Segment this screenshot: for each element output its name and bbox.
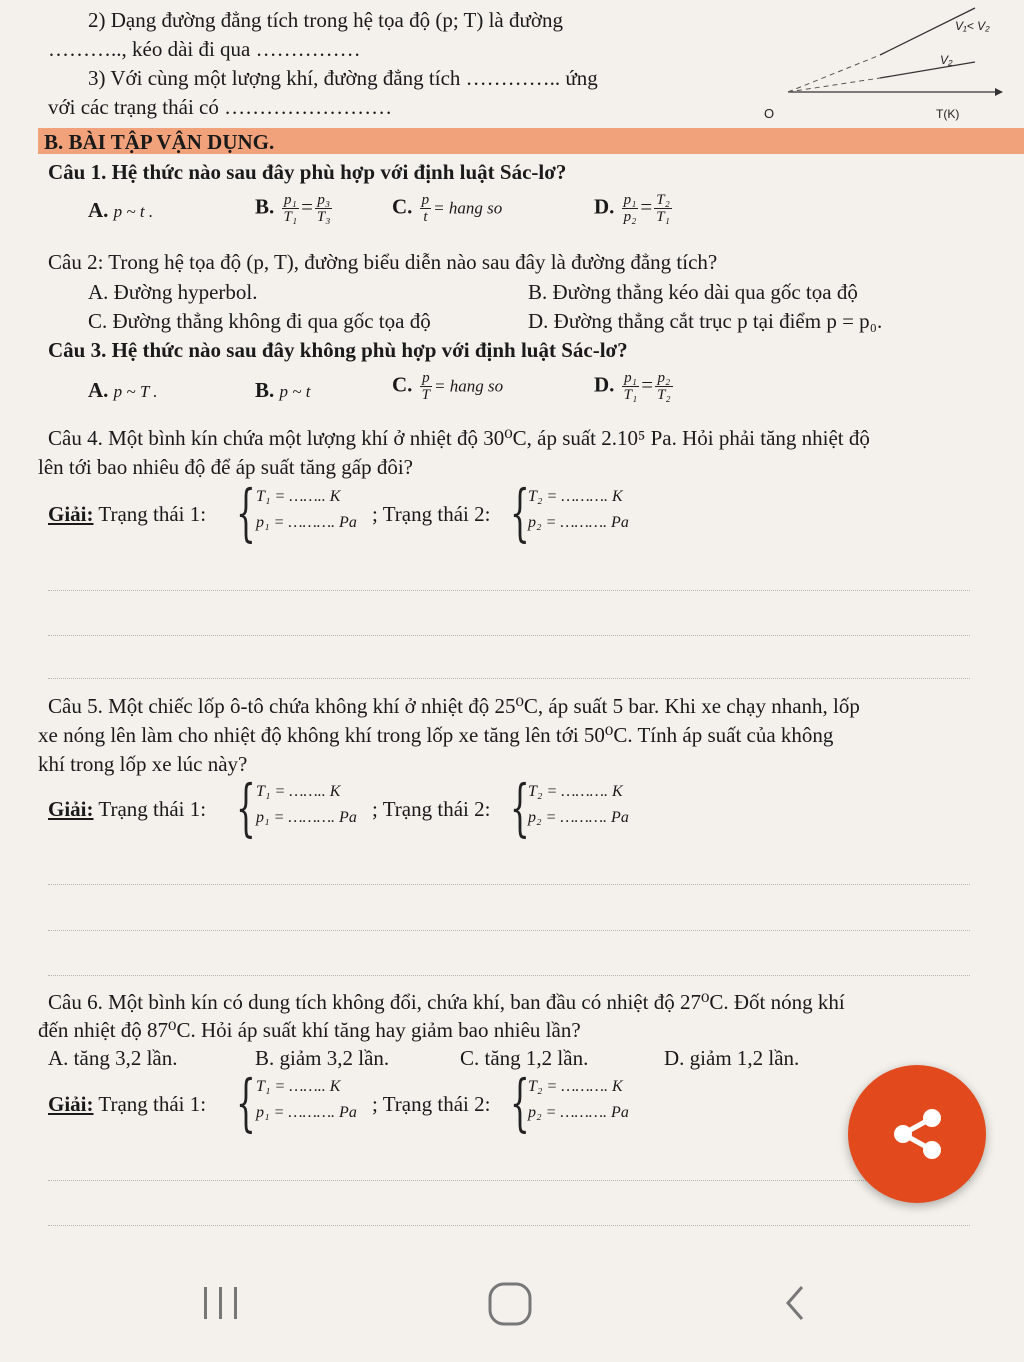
q5-state1-brace: { xyxy=(236,771,256,844)
graph-xaxis-label: T(K) xyxy=(936,107,960,121)
graph-origin: O xyxy=(764,106,775,121)
q6-option-c: C. tăng 1,2 lần. xyxy=(460,1046,589,1070)
q4-state1-brace: { xyxy=(236,476,256,549)
answer-line xyxy=(48,635,970,636)
q4-state2-label: ; Trạng thái 2: xyxy=(372,502,491,526)
q5-stem-line3: khí trong lốp xe lúc này? xyxy=(38,752,248,776)
q1-option-d: D. $\frac{\text{p₁}}{\text{p₂}}$ = $\frac{\text{T₂}}{\text{T₁}}$ xyxy=(594,192,670,225)
q5-stem-line1: Câu 5. Một chiếc lốp ô-tô chứa không khí ở nhiệt độ 25⁰C, áp suất 5 bar. Khi xe chạy nhanh, lốp xyxy=(48,694,860,718)
fill-line-2b: ……….., kéo dài đi qua …………… xyxy=(48,37,361,61)
q1-option-a: A. p ~ t . xyxy=(88,198,154,222)
q6-stem-line2: đến nhiệt độ 87⁰C. Hỏi áp suất khí tăng hay giảm bao nhiêu lần? xyxy=(38,1018,581,1042)
q3-stem: Câu 3. Hệ thức nào sau đây không phù hợp với định luật Sác-lơ? xyxy=(48,338,628,362)
share-icon xyxy=(848,1065,986,1203)
system-navigation-bar xyxy=(0,1240,1024,1362)
answer-line xyxy=(48,1180,970,1181)
q6-stem-line1: Câu 6. Một bình kín có dung tích không đổi, chứa khí, ban đầu có nhiệt độ 27⁰C. Đốt nóng khí xyxy=(48,990,845,1014)
q4-state2-brace: { xyxy=(510,476,530,549)
q1-option-c: C. $\frac{p}{t}$ = hang so xyxy=(392,192,503,225)
q6-option-d: D. giảm 1,2 lần. xyxy=(664,1046,800,1070)
q2-option-a: A. Đường hyperbol. xyxy=(88,280,258,304)
isochore-graph xyxy=(764,0,1010,122)
home-icon[interactable] xyxy=(486,1280,534,1328)
q4-solution-label: Giải: Trạng thái 1: xyxy=(48,502,207,526)
q5-stem-line2: xe nóng lên làm cho nhiệt độ không khí trong lốp xe tăng lên tới 50⁰C. Tính áp suất của không xyxy=(38,723,834,747)
q4-state1-system: T₁ = …….. K p₁ = ………. Pa xyxy=(256,488,357,531)
answer-line xyxy=(48,678,970,679)
q5-state2-label: ; Trạng thái 2: xyxy=(372,797,491,821)
graph-label-mid: V₂ xyxy=(940,53,953,67)
fill-line-3: 3) Với cùng một lượng khí, đường đẳng tích ………….. ứng xyxy=(88,66,598,90)
q6-state2-label: ; Trạng thái 2: xyxy=(372,1092,491,1116)
q1-option-b: B. $\frac{\text{p₁}}{\text{T₁}}$ = $\frac{\text{p₃}}{\text{T₃}}$ xyxy=(255,192,331,225)
q4-stem-line2: lên tới bao nhiêu độ để áp suất tăng gấp đôi? xyxy=(38,455,414,479)
answer-line xyxy=(48,590,970,591)
q2-stem: Câu 2: Trong hệ tọa độ (p, T), đường biểu diễn nào sau đây là đường đẳng tích? xyxy=(48,250,718,274)
q1-stem: Câu 1. Hệ thức nào sau đây phù hợp với định luật Sác-lơ? xyxy=(48,160,567,184)
q5-state2-brace: { xyxy=(510,771,530,844)
fill-line-3b: với các trạng thái có …………………… xyxy=(48,95,393,119)
q6-solution-label: Giải: Trạng thái 1: xyxy=(48,1092,207,1116)
q6-state1-brace: { xyxy=(236,1066,256,1139)
fill-line-2: 2) Dạng đường đẳng tích trong hệ tọa độ (p; T) là đường xyxy=(88,8,563,32)
q2-option-c: C. Đường thẳng không đi qua gốc tọa độ xyxy=(88,309,431,333)
q6-state2-brace: { xyxy=(510,1066,530,1139)
q3-option-d: D. $\frac{\text{p₁}}{\text{T₁}}$ = $\frac{\text{p₂}}{\text{T₂}}$ xyxy=(594,370,671,403)
q3-option-a: A. p ~ T . xyxy=(88,378,158,402)
q6-state1-system: T₁ = …….. K p₁ = ………. Pa xyxy=(256,1078,357,1121)
back-icon[interactable] xyxy=(780,1283,810,1323)
q3-option-c: C. $\frac{p}{T}$ = hang so xyxy=(392,370,504,403)
q5-state1-system: T₁ = …….. K p₁ = ………. Pa xyxy=(256,783,357,826)
q4-state2-system: T₂ = ………. K p₂ = ………. Pa xyxy=(528,488,629,531)
q6-option-b: B. giảm 3,2 lần. xyxy=(255,1046,390,1070)
answer-line xyxy=(48,975,970,976)
q6-option-a: A. tăng 3,2 lần. xyxy=(48,1046,178,1070)
section-title: B. BÀI TẬP VẬN DỤNG. xyxy=(44,130,275,154)
q5-state2-system: T₂ = ………. K p₂ = ………. Pa xyxy=(528,783,629,826)
answer-line xyxy=(48,884,970,885)
recents-icon[interactable] xyxy=(198,1283,244,1323)
q6-state2-system: T₂ = ………. K p₂ = ………. Pa xyxy=(528,1078,629,1121)
answer-line xyxy=(48,1225,970,1226)
q2-option-b: B. Đường thẳng kéo dài qua gốc tọa độ xyxy=(528,280,858,304)
q2-option-d: D. Đường thẳng cắt trục p tại điểm p = p₀. xyxy=(528,309,883,333)
graph-label-top: V₁< V₂ xyxy=(955,19,990,33)
q5-solution-label: Giải: Trạng thái 1: xyxy=(48,797,207,821)
answer-line xyxy=(48,930,970,931)
share-button[interactable] xyxy=(848,1065,986,1203)
q3-option-b: B. p ~ t xyxy=(255,378,311,402)
q4-stem-line1: Câu 4. Một bình kín chứa một lượng khí ở nhiệt độ 30⁰C, áp suất 2.10⁵ Pa. Hỏi phải tăng nhiệt độ xyxy=(48,426,870,450)
